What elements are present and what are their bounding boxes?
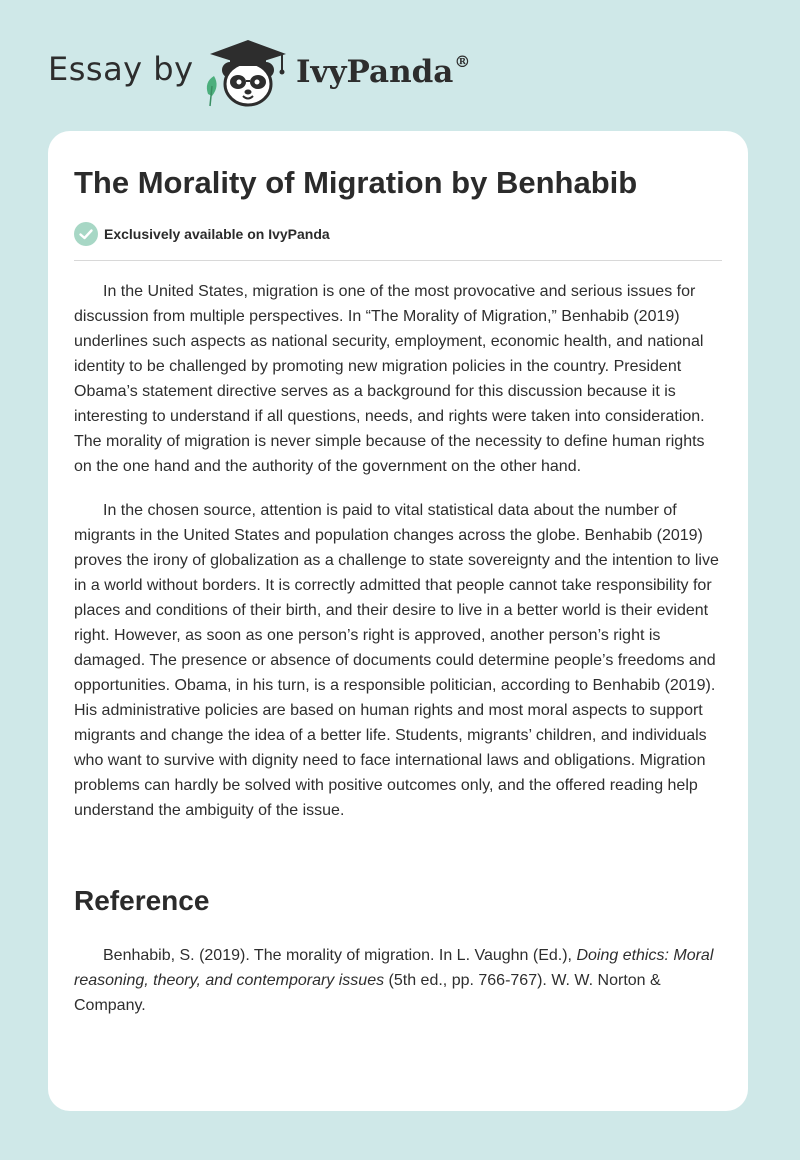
brand-name[interactable] xyxy=(296,54,470,90)
registered-mark: ® xyxy=(454,52,471,71)
exclusive-badge xyxy=(74,222,330,246)
paragraph-1: In the United States, migration is one of the most provocative and serious issues for discussion from multiple perspectives. In “The Morality of Migration,” Benhabib (2019) underlines such aspects as national security, employment, economic health, and national identity to be challenged by promoting new migration policies in the country. President Obama’s statement directive serves as a background for this discussion because it is interesting to understand if all questions, needs, and rights were taken into consideration. The morality of migration is never simple because of the necessity to define human rights on the one hand and the authority of the government on the other hand. xyxy=(74,283,705,475)
essay-card xyxy=(48,131,748,1111)
essay-by-label: Essay by xyxy=(48,50,194,88)
brand-name-text: IvyPanda xyxy=(296,54,454,90)
exclusive-badge-text: Exclusively available on IvyPanda xyxy=(104,226,330,242)
panda-graduation-cap-icon[interactable] xyxy=(202,36,294,108)
reference-entry xyxy=(74,943,726,1018)
title-divider xyxy=(74,260,722,261)
essay-body xyxy=(74,279,726,823)
site-header xyxy=(0,0,800,130)
reference-heading: Reference xyxy=(74,885,210,916)
paragraph-2: In the chosen source, attention is paid to vital statistical data about the number of migrants in the United States and population changes across the globe. Benhabib (2019) proves the irony of globalization as a challenge to state sovereignty and the intention to live in a world without borders. It is correctly admitted that people cannot take responsibility for places and conditions of their birth, and their desire to live in a better world is their evident right. However, as soon as one person’s right is approved, another person’s right is damaged. The presence or absence of documents could determine people’s freedoms and opportunities. Obama, in his turn, is a responsible politician, according to Benhabib (2019). His administrative policies are based on human rights and most moral aspects to support migrants and change the idea of a better life. Students, migrants’ children, and individuals who want to survive with dignity need to face international laws and obligations. Migration problems can hardly be solved with positive outcomes only, and the offered reading help understand the ambiguity of the issue. xyxy=(74,502,719,819)
check-circle-icon xyxy=(74,222,98,246)
page-title: The Morality of Migration by Benhabib xyxy=(74,165,638,200)
reference-publisher: (5th ed., pp. 766-767). W. W. Norton & Company. xyxy=(74,972,661,1014)
reference-book-title: Doing ethics: Moral reasoning, theory, and contemporary issues xyxy=(74,947,714,989)
reference-authors: Benhabib, S. (2019). The morality of migration. In L. Vaughn (Ed.), xyxy=(103,947,577,964)
